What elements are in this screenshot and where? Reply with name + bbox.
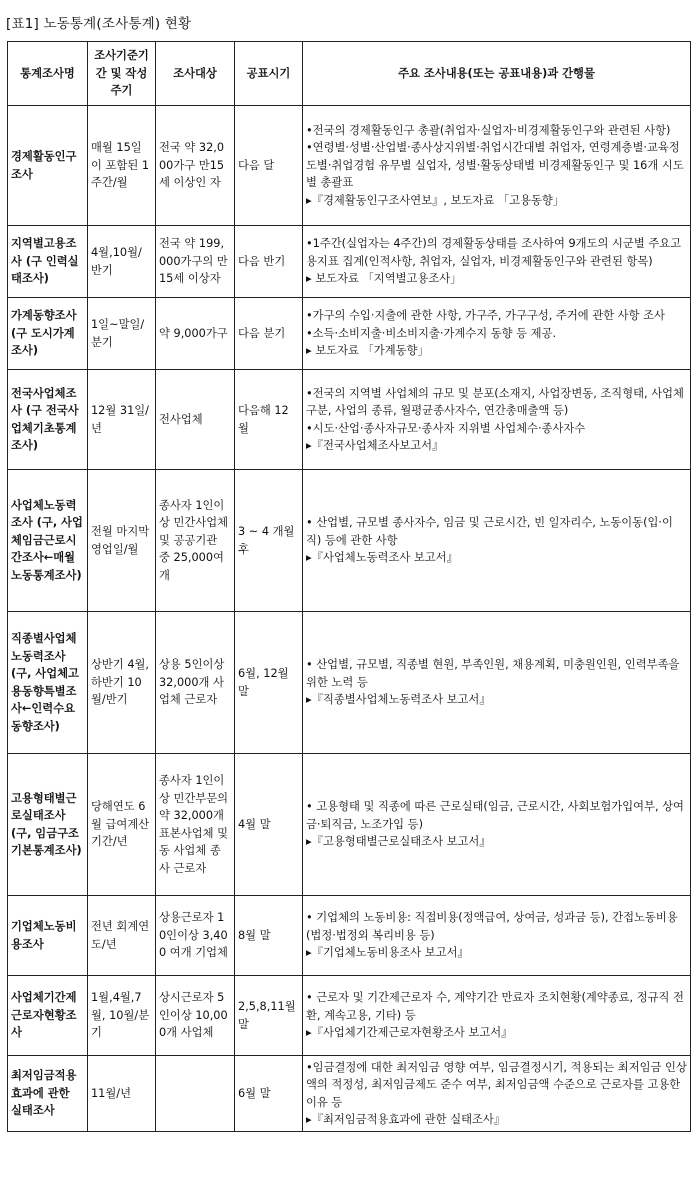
- content-cell: [303, 226, 691, 298]
- target-cell: [156, 1056, 235, 1132]
- content-line: ▸『전국사업체조사보고서』: [306, 439, 444, 452]
- survey-name-cell: 지역별고용조사 (구 인력실태조사): [8, 226, 88, 298]
- survey-name-cell: 직종별사업체노동력조사(구, 사업체고용동향특별조사←인력수요동향조사): [8, 612, 88, 754]
- content-cell: [303, 470, 691, 612]
- table-row: [8, 370, 691, 470]
- release-cell: 8월 말: [235, 896, 303, 976]
- content-line: • 산업별, 규모별, 직종별 현원, 부족인원, 채용계획, 미충원인원, 인력부족을 위한 노력 등: [306, 658, 680, 689]
- content-line: •연령별·성별·산업별·종사상지위별·취업시간대별 취업자, 연령계층별·교육정도별·취업경험 유무별 실업자, 성별·활동상태별 비경제활동인구 및 16개 시도별 총괄표: [306, 141, 684, 190]
- header-content: 주요 조사내용(또는 공표내용)과 간행물: [303, 42, 691, 106]
- content-line: ▸『고용형태별근로실태조사 보고서』: [306, 835, 491, 849]
- content-line: • 기업체의 노동비용: 직접비용(정액급여, 상여금, 성과금 등), 간접노동비용(법정·법정외 복리비용 등): [306, 911, 678, 942]
- survey-name-cell: 사업체노동력조사 (구, 사업체임금근로시간조사←매월노동통계조사): [8, 470, 88, 612]
- content-line: • 고용형태 및 직종에 따른 근로실태(임금, 근로시간, 사회보험가입여부, 상여금·퇴직금, 노조가입 등): [306, 800, 684, 831]
- survey-name-cell: 전국사업체조사 (구 전국사업체기초통계조사): [8, 370, 88, 470]
- content-line: • 근로자 및 기간제근로자 수, 계약기간 만료자 조치현황(계약종료, 정규직 전환, 계속고용, 기타) 등: [306, 991, 684, 1022]
- survey-name-cell: 사업체기간제근로자현황조사: [8, 976, 88, 1056]
- table-row: [8, 754, 691, 896]
- table-body: [8, 106, 691, 1132]
- survey-name-cell: 가계동향조사 (구 도시가계조사): [8, 298, 88, 370]
- content-line: ▸ 보도자료 「가계동향」: [306, 344, 429, 358]
- content-line: •전국의 경제활동인구 총괄(취업자·실업자·비경제활동인구와 관련된 사항): [306, 123, 671, 137]
- content-cell: [303, 106, 691, 226]
- period-cell: 상반기 4월, 하반기 10월/반기: [88, 612, 156, 754]
- content-line: •소득·소비지출·비소비지출·가계수지 동향 등 제공.: [306, 326, 557, 340]
- table-row: [8, 612, 691, 754]
- content-line: •전국의 지역별 사업체의 규모 및 분포(소재지, 사업장변동, 조직형태, 사업체구분, 사업의 종류, 월평균종사자수, 연간총매출액 등): [306, 386, 684, 417]
- period-cell: 1월,4월,7월, 10월/분기: [88, 976, 156, 1056]
- target-cell: 상용 5인이상 32,000개 사업체 근로자: [156, 612, 235, 754]
- content-line: •1주간(실업자는 4주간)의 경제활동상태를 조사하여 9개도의 시군별 주요고용지표 집계(인적사항, 취업자, 실업자, 비경제활동인구와 관련된 항목): [306, 237, 682, 268]
- content-cell: [303, 298, 691, 370]
- target-cell: 전국 약 32,000가구 만15세 이상인 자: [156, 106, 235, 226]
- content-line: ▸『경제활동인구조사연보』, 보도자료 「고용동향」: [306, 193, 565, 207]
- content-cell: [303, 370, 691, 470]
- target-cell: 전사업체: [156, 370, 235, 470]
- period-cell: 4월,10월/반기: [88, 226, 156, 298]
- survey-name-cell: 최저임금적용효과에 관한 실태조사: [8, 1056, 88, 1132]
- release-cell: 다음해 12월: [235, 370, 303, 470]
- header-target: 조사대상: [156, 42, 235, 106]
- content-cell: [303, 896, 691, 976]
- target-cell: 전국 약 199,000가구의 만15세 이상자: [156, 226, 235, 298]
- survey-name-cell: 기업체노동비용조사: [8, 896, 88, 976]
- header-survey-name: 통계조사명: [8, 42, 88, 106]
- period-cell: 전년 회계연도/년: [88, 896, 156, 976]
- target-cell: 종사자 1인이상 민간부문의 약 32,000개 표본사업체 및 동 사업체 종사 근로자: [156, 754, 235, 896]
- content-cell: [303, 754, 691, 896]
- target-cell: 상시근로자 5인이상 10,000개 사업체: [156, 976, 235, 1056]
- header-row: [8, 42, 691, 106]
- header-period: 조사기준기간 및 작성주기: [88, 42, 156, 106]
- target-cell: 약 9,000가구: [156, 298, 235, 370]
- table-row: [8, 470, 691, 612]
- content-cell: [303, 612, 691, 754]
- period-cell: 당해연도 6월 급여계산기간/년: [88, 754, 156, 896]
- table-row: [8, 106, 691, 226]
- table-row: [8, 298, 691, 370]
- release-cell: 다음 반기: [235, 226, 303, 298]
- table-row: [8, 896, 691, 976]
- table-row: [8, 976, 691, 1056]
- release-cell: 6월 말: [235, 1056, 303, 1132]
- content-line: ▸『직종별사업체노동력조사 보고서』: [306, 693, 491, 707]
- table-caption: [표1] 노동통계(조사통계) 현황: [6, 16, 192, 32]
- release-cell: 6월, 12월 말: [235, 612, 303, 754]
- period-cell: 매월 15일이 포함된 1주간/월: [88, 106, 156, 226]
- content-line: ▸ 보도자료 「지역별고용조사」: [306, 272, 462, 286]
- release-cell: 다음 달: [235, 106, 303, 226]
- period-cell: 전월 마지막 영업일/월: [88, 470, 156, 612]
- target-cell: 상용근로자 10인이상 3,400 여개 기업체: [156, 896, 235, 976]
- period-cell: 1일~말일/분기: [88, 298, 156, 370]
- content-line: ▸『사업체노동력조사 보고서』: [306, 551, 458, 565]
- content-line: ▸『기업체노동비용조사 보고서』: [306, 946, 469, 960]
- content-cell: [303, 976, 691, 1056]
- header-release: 공표시기: [235, 42, 303, 106]
- content-line: ▸『사업체기간제근로자현황조사 보고서』: [306, 1026, 513, 1040]
- content-line: •시도·산업·종사자규모·종사자 지위별 사업체수·종사자수: [306, 421, 586, 435]
- release-cell: 3 ~ 4 개월 후: [235, 470, 303, 612]
- content-cell: [303, 1056, 691, 1132]
- content-line: •가구의 수입·지출에 관한 사항, 가구주, 가구구성, 주거에 관한 사항 조사: [306, 309, 665, 323]
- table-row: [8, 226, 691, 298]
- survey-name-cell: 경제활동인구조사: [8, 106, 88, 226]
- period-cell: 11월/년: [88, 1056, 156, 1132]
- content-line: • 산업별, 규모별 종사자수, 임금 및 근로시간, 빈 일자리수, 노동이동(입·이직) 등에 관한 사항: [306, 516, 673, 547]
- content-line: ▸『최저임금적용효과에 관한 실태조사』: [306, 1113, 506, 1126]
- target-cell: 종사자 1인이상 민간사업체 및 공공기관 중 25,000여 개: [156, 470, 235, 612]
- labor-statistics-table: [7, 41, 691, 1132]
- period-cell: 12월 31일/년: [88, 370, 156, 470]
- survey-name-cell: 고용형태별근로실태조사(구, 임금구조기본통계조사): [8, 754, 88, 896]
- release-cell: 2,5,8,11월 말: [235, 976, 303, 1056]
- release-cell: 다음 분기: [235, 298, 303, 370]
- content-line: •임금결정에 대한 최저임금 영향 여부, 임금결정시기, 적용되는 최저임금 인상액의 적정성, 최저임금제도 준수 여부, 최저임금액 수준으로 근로자를 고용한 이유 등: [306, 1060, 687, 1109]
- table-row: [8, 1056, 691, 1132]
- release-cell: 4월 말: [235, 754, 303, 896]
